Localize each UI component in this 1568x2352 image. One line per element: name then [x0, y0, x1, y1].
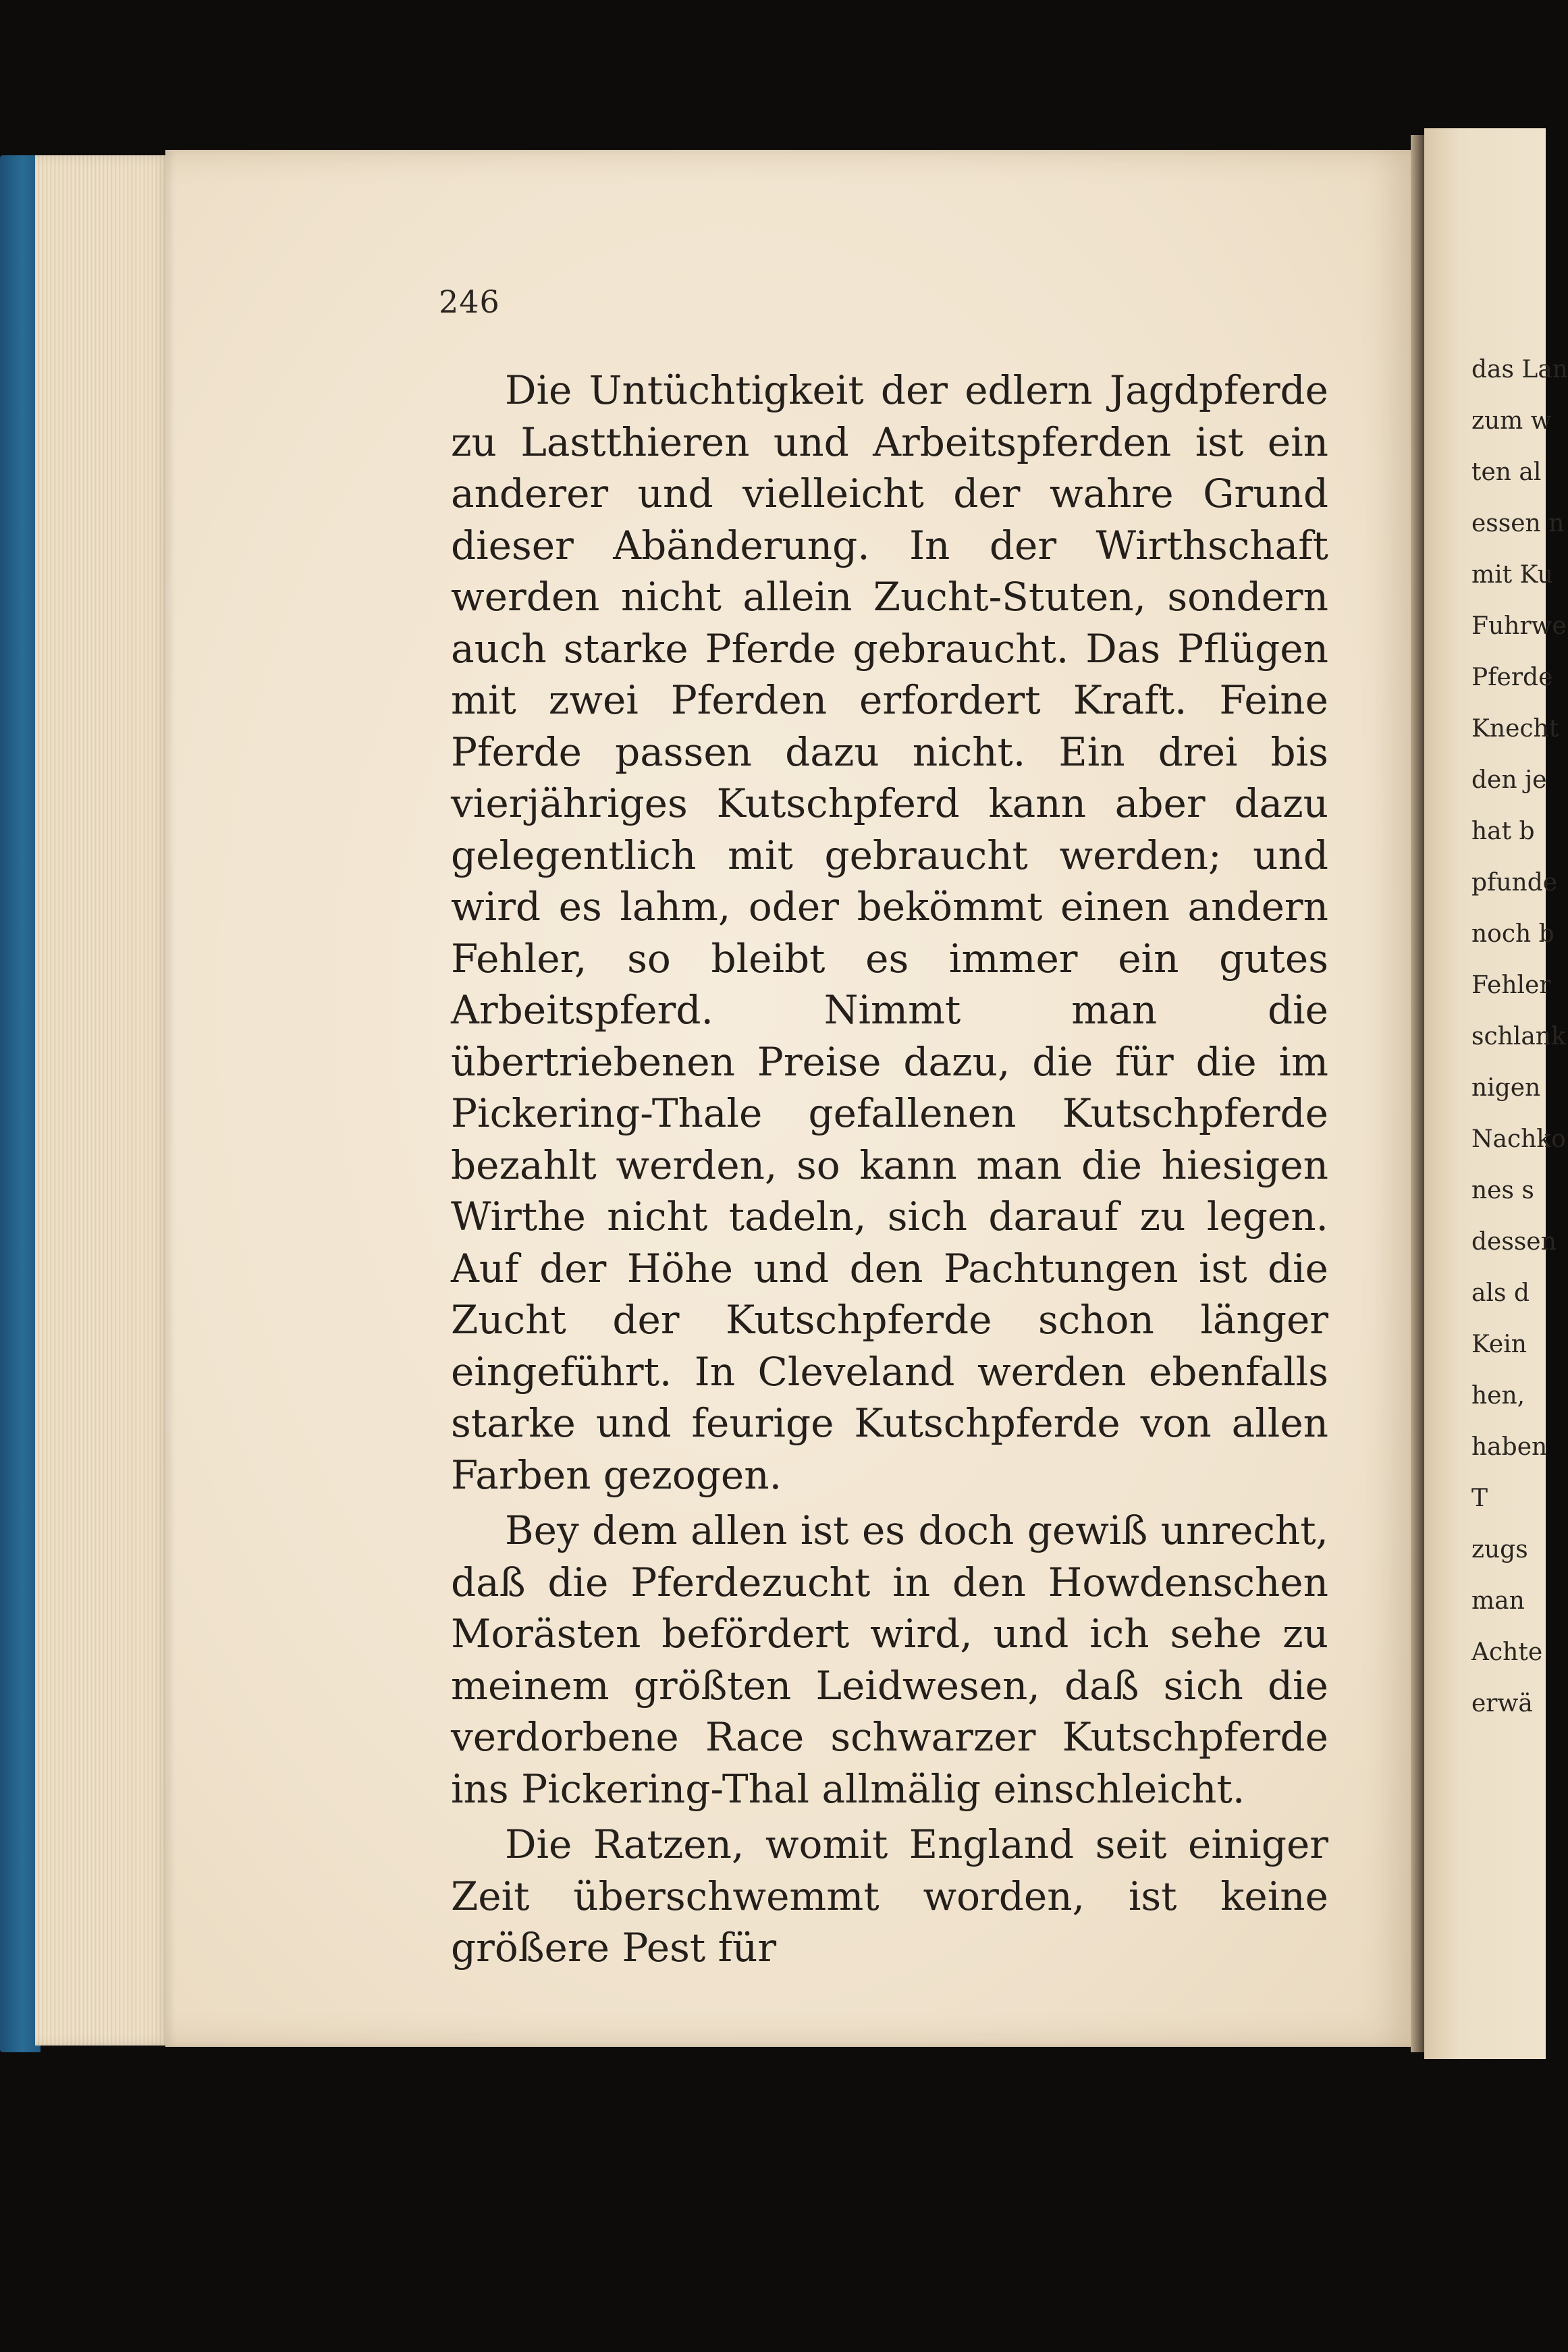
facing-line: pfunde [1471, 869, 1558, 897]
facing-line: Achte [1471, 1638, 1543, 1666]
facing-line: Pferde [1471, 664, 1553, 691]
facing-line: Nachko [1471, 1125, 1566, 1153]
facing-line: schlank [1471, 1023, 1566, 1050]
paragraph-2: Bey dem allen ist es doch gewiß unrecht, daß die Pferdezucht in den Howdenschen Morästen befördert wird, und ich sehe zu meinem größten Leidwesen, daß sich die verdorbene Race schwarzer Kutschpferde ins Pickering-Thal allmälig einschleicht. [451, 1507, 1328, 1812]
facing-page-text [1471, 344, 1568, 1730]
facing-line: das Lan [1471, 356, 1568, 383]
facing-line: Fehler [1471, 971, 1551, 999]
paragraph-1: Die Untüchtigkeit der edlern Jagdpferde zu Lastthieren und Arbeitspferden ist ein anderer und vielleicht der wahre Grund dieser Abänderung. In der Wirthschaft werden nicht allein Zucht-Stuten, sondern auch starke Pferde gebraucht. Das Pflügen mit zwei Pferden erfordert Kraft. Feine Pferde passen dazu nicht. Ein drei bis vierjähriges Kutschpferd kann aber dazu gelegentlich mit gebraucht werden; und wird es lahm, oder bekömmt einen andern Fehler, so bleibt es immer ein gutes Arbeitspferd. Nimmt man die übertriebenen Preise dazu, die für die im Pickering-Thale gefallenen Kutschpferde bezahlt werden, so kann man die hiesigen Wirthe nicht tadeln, sich darauf zu legen. Auf der Höhe und den Pachtungen ist die Zucht der Kutschpferde schon länger eingeführt. In Cleveland werden ebenfalls starke und feurige Kutschpferde von allen Farben gezogen. [451, 367, 1328, 1498]
facing-line: nigen [1471, 1074, 1541, 1102]
facing-line: dessen [1471, 1228, 1557, 1256]
page-stack-edges [35, 155, 170, 2046]
facing-line: noch b [1471, 920, 1555, 948]
paragraph-3: Die Ratzen, womit England seit einiger Zeit überschwemmt worden, ist keine größere Pest für [451, 1821, 1328, 1971]
facing-line: hat b [1471, 818, 1535, 845]
facing-line: T [1471, 1485, 1488, 1512]
facing-line: hen, [1471, 1382, 1525, 1410]
facing-line: zugs [1471, 1536, 1528, 1563]
facing-line: man [1471, 1587, 1525, 1615]
facing-line: als d [1471, 1279, 1530, 1307]
book-cover-edge [0, 155, 40, 2052]
body-text [451, 365, 1328, 1974]
facing-line: mit Ku [1471, 561, 1553, 589]
facing-line: erwä [1471, 1690, 1533, 1717]
facing-line: nes s [1471, 1177, 1534, 1204]
page-number: 246 [439, 284, 500, 320]
facing-line: Knecht [1471, 715, 1559, 743]
facing-line: den je [1471, 766, 1547, 794]
facing-line: Fuhrwe [1471, 612, 1567, 640]
facing-line: zum w [1471, 407, 1552, 435]
facing-line: haben [1471, 1433, 1548, 1461]
facing-line: Kein [1471, 1331, 1527, 1358]
facing-line: essen n [1471, 510, 1565, 537]
facing-line: ten al [1471, 458, 1542, 486]
